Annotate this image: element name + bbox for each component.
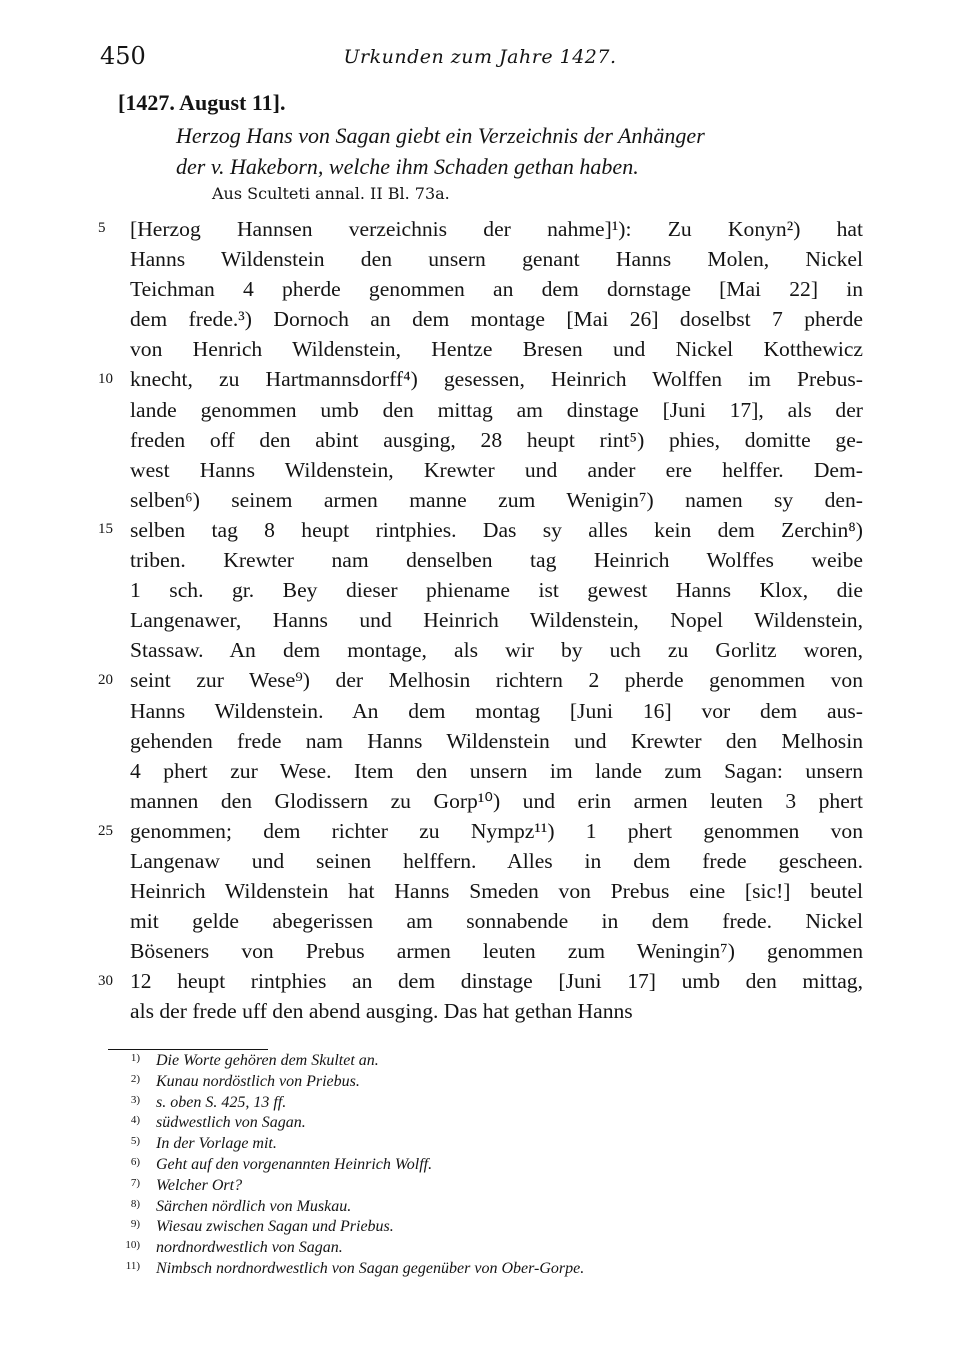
text-line: 1 sch. gr. Bey dieser phiename ist gewest Hanns Klox, die bbox=[130, 578, 863, 603]
text-line: triben. Krewter nam denselben tag Heinrich Wolffes weibe bbox=[130, 548, 863, 573]
footnote-mark: 7) bbox=[130, 1176, 140, 1189]
text-line: Heinrich Wildenstein hat Hanns Smeden von Prebus eine [sic!] beutel bbox=[130, 879, 863, 904]
text-line: gehenden frede nam Hanns Wildenstein und Krewter den Melhosin bbox=[130, 728, 863, 753]
footnote-text: Särchen nördlich von Muskau. bbox=[156, 1197, 352, 1215]
footnote-mark: 5) bbox=[130, 1135, 140, 1148]
regest-line: der v. Hakeborn, welche ihm Schaden gethan haben. bbox=[176, 154, 639, 179]
footnote-text: Nimbsch nordnordwestlich von Sagan gegenüber von Ober-Gorpe. bbox=[156, 1259, 585, 1277]
text-line: Langenaw und seinen helffern. Alles in dem frede gescheen. bbox=[130, 848, 863, 873]
footnote-mark: 8) bbox=[130, 1197, 140, 1210]
document-date: [1427. August 11]. bbox=[118, 90, 286, 115]
footnote-mark: 6) bbox=[130, 1155, 140, 1168]
text-line: 12 heupt rintphies an dem dinstage [Juni 17] umb den mittag, bbox=[130, 969, 863, 994]
footnote-mark: 10) bbox=[125, 1239, 140, 1252]
text-line: mannen den Glodissern zu Gorp¹⁰) und erin armen leuten 3 phert bbox=[130, 788, 863, 813]
footnote bbox=[130, 1197, 856, 1218]
text-line: genommen; dem richter zu Nympz¹¹) 1 phert genommen von bbox=[130, 818, 863, 843]
text-line: Hanns Wildenstein. An dem montag [Juni 16] vor dem aus- bbox=[130, 698, 863, 723]
page-number: 450 bbox=[100, 42, 146, 70]
text-line: selben tag 8 heupt rintphies. Das sy alles kein dem Zerchin⁸) bbox=[130, 517, 863, 542]
text-line: [Herzog Hannsen verzeichnis der nahme]¹): Zu Konyn²) hat bbox=[130, 217, 863, 241]
footnote-mark: 9) bbox=[130, 1218, 140, 1231]
footnote-text: Wiesau zwischen Sagan und Priebus. bbox=[156, 1218, 394, 1236]
footnote-text: Welcher Ort? bbox=[156, 1176, 243, 1194]
footnote bbox=[125, 1259, 856, 1280]
footnote-mark: 3) bbox=[130, 1093, 140, 1106]
footnote-text: nordnordwestlich von Sagan. bbox=[156, 1239, 343, 1257]
footnote bbox=[130, 1113, 856, 1134]
text-line: selben⁶) seinem armen manne zum Wenigin⁷) namen sy den- bbox=[130, 487, 863, 512]
footnote-text: Die Worte gehören dem Skultet an. bbox=[156, 1052, 379, 1069]
text-line: Langenawer, Hanns und Heinrich Wildenstein, Nopel Wildenstein, bbox=[130, 608, 863, 633]
footnote bbox=[125, 1238, 856, 1259]
text-line: mit gelde abegerissen am sonnabende in dem frede. Nickel bbox=[130, 909, 863, 934]
footnote bbox=[130, 1217, 856, 1238]
footnote-text: Kunau nordöstlich von Priebus. bbox=[156, 1072, 360, 1090]
line-number: 10 bbox=[98, 371, 113, 387]
text-line: Böseners von Prebus armen leuten zum Weningin⁷) genommen bbox=[130, 939, 863, 964]
footnote bbox=[130, 1072, 856, 1093]
running-title: Urkunden zum Jahre 1427. bbox=[343, 46, 617, 68]
regest-line: Herzog Hans von Sagan giebt ein Verzeichnis der Anhänger bbox=[176, 123, 705, 148]
footnote bbox=[130, 1093, 856, 1114]
text-line: dem frede.³) Dornoch an dem montage [Mai 26] doselbst 7 pherde bbox=[130, 307, 863, 332]
footnote-mark: 1) bbox=[130, 1052, 140, 1064]
text-line: freden off den abint ausging, 28 heupt rint⁵) phies, domitte ge- bbox=[130, 427, 863, 452]
text-line: lande genommen umb den mittag am dinstage [Juni 17], als der bbox=[130, 397, 863, 422]
footnote-text: Geht auf den vorgenannten Heinrich Wolff. bbox=[156, 1155, 433, 1173]
page-header bbox=[100, 42, 860, 74]
footnote-text: s. oben S. 425, 13 ff. bbox=[156, 1093, 287, 1111]
text-line: Teichman 4 pherde genommen an dem dornstage [Mai 22] in bbox=[130, 277, 863, 302]
footnote bbox=[130, 1134, 856, 1155]
footnote-text: südwestlich von Sagan. bbox=[156, 1114, 306, 1132]
line-number: 30 bbox=[98, 973, 113, 989]
footnote-mark: 2) bbox=[130, 1072, 140, 1085]
footnote-mark: 4) bbox=[130, 1114, 140, 1127]
footnote-text: In der Vorlage mit. bbox=[156, 1135, 277, 1153]
footnote bbox=[130, 1176, 856, 1197]
line-number: 20 bbox=[98, 672, 113, 688]
line-number: 5 bbox=[98, 220, 106, 236]
text-line: 4 phert zur Wese. Item den unsern im lande zum Sagan: unsern bbox=[130, 758, 863, 783]
source-reference: Aus Sculteti annal. II Bl. 73a. bbox=[212, 184, 450, 203]
footnote bbox=[130, 1155, 856, 1176]
text-line: west Hanns Wildenstein, Krewter und ander ere helffer. Dem- bbox=[130, 457, 863, 482]
text-line: Hanns Wildenstein den unsern genant Hanns Molen, Nickel bbox=[130, 247, 863, 272]
footnotes bbox=[125, 1051, 856, 1280]
line-number: 15 bbox=[98, 521, 113, 537]
text-line: von Henrich Wildenstein, Hentze Bresen und Nickel Kotthewicz bbox=[130, 337, 863, 362]
text-line: als der frede uff den abend ausging. Das hat gethan Hanns bbox=[130, 999, 633, 1024]
footnote bbox=[130, 1051, 856, 1072]
footnote-mark: 11) bbox=[125, 1259, 140, 1272]
line-number: 25 bbox=[98, 823, 113, 839]
text-line: knecht, zu Hartmannsdorff⁴) gesessen, Heinrich Wolffen im Prebus- bbox=[130, 367, 863, 392]
text-line: Stassaw. An dem montage, als wir by uch zu Gorlitz woren, bbox=[130, 638, 863, 663]
text-line: seint zur Wese⁹) der Melhosin richtern 2 pherde genommen von bbox=[130, 668, 863, 693]
document-body bbox=[130, 214, 863, 1027]
document-regest bbox=[176, 120, 876, 182]
